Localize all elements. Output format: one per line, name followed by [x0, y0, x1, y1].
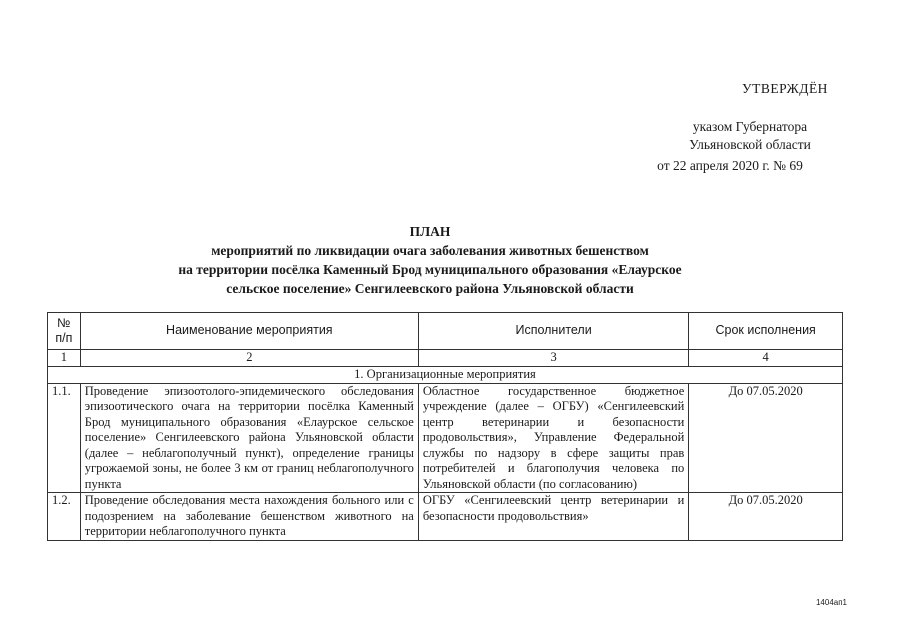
title-line-1: ПЛАН [409, 224, 451, 239]
section-title: 1. Организационные мероприятия [48, 366, 843, 383]
document-title [120, 222, 740, 298]
row-number: 1.1. [48, 383, 81, 493]
header-number: № п/п [48, 313, 81, 350]
approval-block [600, 80, 900, 175]
column-number: 2 [80, 350, 418, 367]
column-number: 4 [689, 350, 843, 367]
row-executors: Областное государственное бюджетное учреждение (далее – ОГБУ) «Сенгилеевский центр ветеринарии и безопасности продовольствия», Управление Федеральной службы по надзору в сфере защиты прав потребителей и благополучия человека по Ульяновской области (по согласованию) [418, 383, 688, 493]
header-executors: Исполнители [418, 313, 688, 350]
column-number: 3 [418, 350, 688, 367]
table-row [48, 383, 843, 493]
row-deadline: До 07.05.2020 [689, 493, 843, 541]
row-executors: ОГБУ «Сенгилеевский центр ветеринарии и безопасности продовольствия» [418, 493, 688, 541]
decree-line-2: Ульяновской области [689, 137, 811, 152]
section-row [48, 366, 843, 383]
header-action: Наименование мероприятия [80, 313, 418, 350]
row-action: Проведение обследования места нахождения больного или с подозрением на заболевание бешенством животного на территории неблагополучного пункта [80, 493, 418, 541]
document-code: 1404ап1 [815, 598, 847, 607]
header-deadline: Срок исполнения [689, 313, 843, 350]
table-header-row [48, 313, 843, 350]
title-line-3: на территории посёлка Каменный Брод муниципального образования «Елаурское [178, 262, 682, 277]
approved-label: УТВЕРЖДЁН [742, 81, 828, 96]
row-action: Проведение эпизоотолого-эпидемического обследования эпизоотического очага на территории посёлка Каменный Брод муниципального образования «Елаурское сельское поселение» Сенгилеевского района Ульяновской области (далее – неблагополучный пункт), определение границы угрожаемой зоны, не более 3 км от границ неблагополучного пункта [80, 383, 418, 493]
column-number: 1 [48, 350, 81, 367]
row-deadline: До 07.05.2020 [689, 383, 843, 493]
column-number-row [48, 350, 843, 367]
title-line-4: сельское поселение» Сенгилеевского района Ульяновской области [226, 281, 634, 296]
title-line-2: мероприятий по ликвидации очага заболевания животных бешенством [211, 243, 649, 258]
decree-line-1: указом Губернатора [692, 119, 808, 134]
row-number: 1.2. [48, 493, 81, 541]
table-row [48, 493, 843, 541]
decree-date: от 22 апреля 2020 г. № 69 [657, 158, 803, 173]
plan-table [47, 312, 843, 541]
